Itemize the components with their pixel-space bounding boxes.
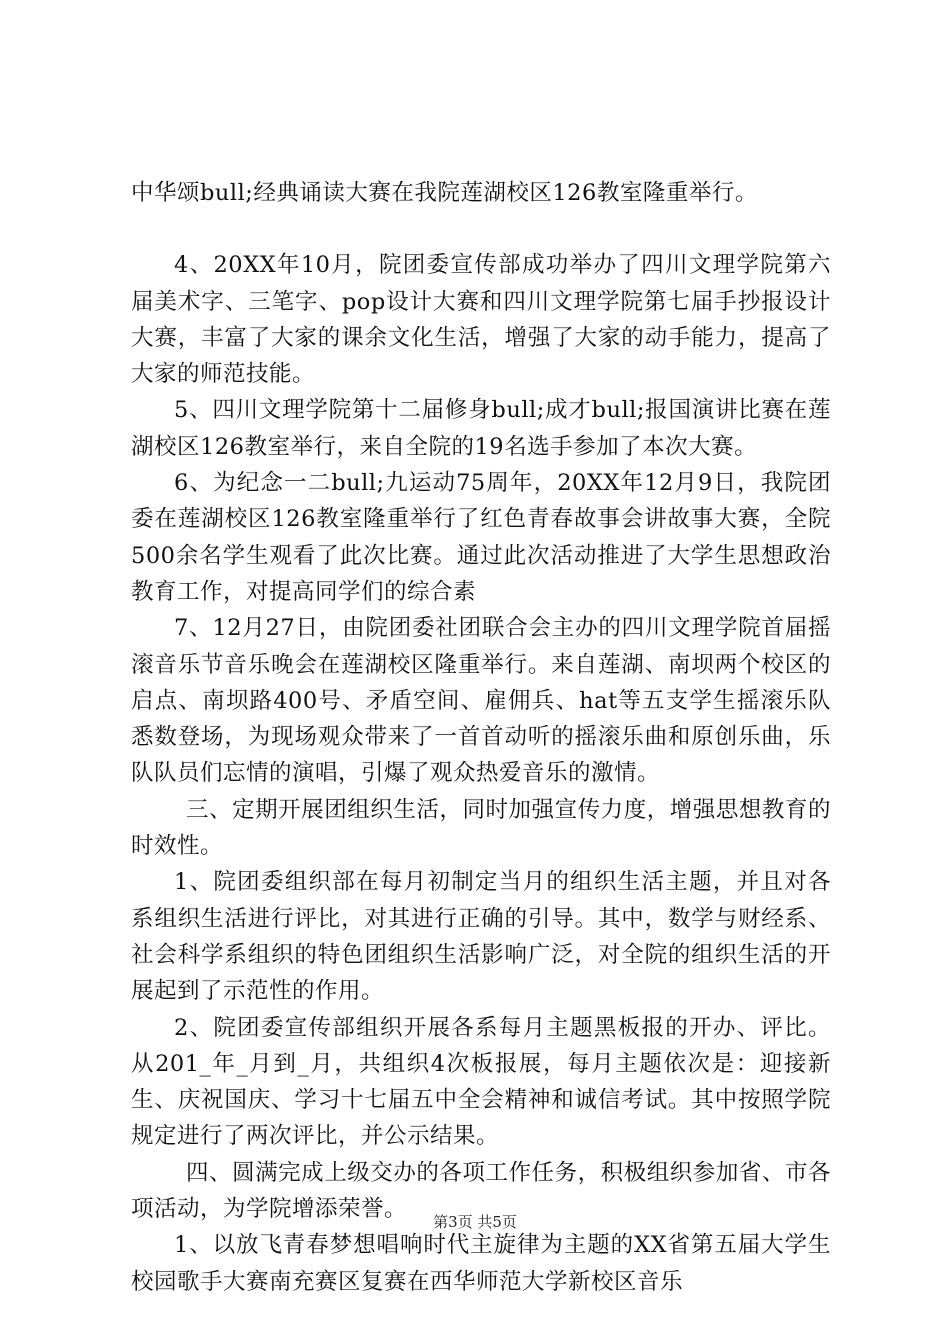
paragraph-continuation: 中华颂bull;经典诵读大赛在我院莲湖校区126教室隆重举行。 [131, 180, 758, 206]
paragraph-item-7: 7、12月27日，由院团委社团联合会主办的四川文理学院首届摇滚音乐节音乐晚会在莲湖校区隆重举行。来自莲湖、南坝两个校区的启点、南坝路400号、矛盾空间、雇佣兵、hat等五支学生摇滚乐队悉数登场，为现场观众带来了一首首动听的摇滚乐曲和原创乐曲，乐队队员们忘情的演唱，引爆了观众热爱音乐的激情。 [131, 615, 831, 787]
paragraph-item-4: 4、20XX年10月，院团委宣传部成功举办了四川文理学院第六届美术字、三笔字、pop设计大赛和四川文理学院第七届手抄报设计大赛，丰富了大家的课余文化生活，增强了大家的动手能力，提高了大家的师范技能。 [131, 252, 831, 388]
section-heading-4: 四、圆满完成上级交办的各项工作任务，积极组织参加省、市各项活动，为学院增添荣誉。 [131, 1159, 831, 1223]
paragraph-item-6: 6、为纪念一二bull;九运动75周年，20XX年12月9日，我院团委在莲湖校区126教室隆重举行了红色青春故事会讲故事大赛，全院500余名学生观看了此次比赛。通过此次活动推进了大学生思想政治教育工作，对提高同学们的综合素 [131, 470, 831, 605]
document-body [131, 175, 831, 1300]
section-heading-3: 三、定期开展团组织生活，同时加强宣传力度，增强思想教育的时效性。 [131, 796, 831, 860]
paragraph-item-5: 5、四川文理学院第十二届修身bull;成才bull;报国演讲比赛在莲湖校区126教室举行，来自全院的19名选手参加了本次大赛。 [131, 397, 831, 460]
paragraph-section4-item-1: 1、以放飞青春梦想唱响时代主旋律为主题的XX省第五届大学生校园歌手大赛南充赛区复赛在西华师范大学新校区音乐 [131, 1232, 831, 1295]
page-footer: 第3页 共5页 [433, 1213, 517, 1231]
paragraph-section3-item-1: 1、院团委组织部在每月初制定当月的组织生活主题，并且对各系组织生活进行评比，对其进行正确的引导。其中，数学与财经系、社会科学系组织的特色团组织生活影响广泛，对全院的组织生活的开展起到了示范性的作用。 [131, 869, 831, 1005]
paragraph-section3-item-2: 2、院团委宣传部组织开展各系每月主题黑板报的开办、评比。从201_年_月到_月，共组织4次板报展，每月主题依次是：迎接新生、庆祝国庆、学习十七届五中全会精神和诚信考试。其中按照学院规定进行了两次评比，并公示结果。 [131, 1014, 831, 1150]
